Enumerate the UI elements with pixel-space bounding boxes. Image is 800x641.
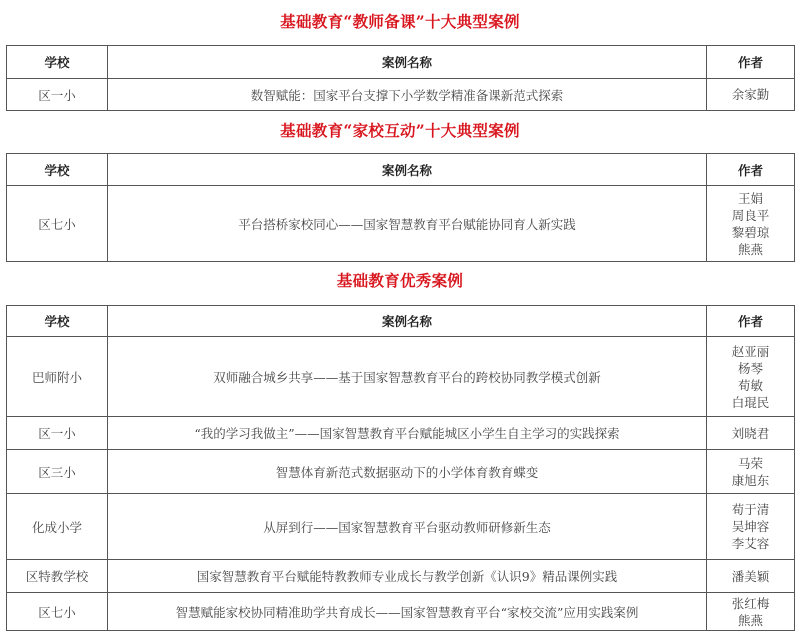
cell-school: 巴师附小: [7, 337, 108, 417]
author-name: 荀于清: [731, 502, 770, 517]
cell-author: [707, 560, 795, 593]
section-teacher-prep: [0, 5, 800, 39]
author-name: 李艾容: [731, 536, 770, 551]
section-excellent: [0, 264, 800, 298]
author-name: 荀敏: [737, 377, 763, 393]
author-name: 潘美颖: [731, 568, 770, 584]
cell-case-name: 平台搭桥家校同心——国家智慧教育平台赋能协同育人新实践: [108, 186, 707, 262]
header-row: [7, 154, 795, 186]
author-name: 杨琴: [737, 360, 763, 376]
cell-author: [707, 494, 795, 560]
header-row: [7, 46, 795, 79]
author-name: 白琨民: [731, 394, 770, 410]
table-home-school: [6, 153, 795, 262]
cell-school: 区七小: [7, 186, 108, 262]
cell-case-name: 双师融合城乡共享——基于国家智慧教育平台的跨校协同教学模式创新: [108, 337, 707, 417]
cell-author: [707, 186, 795, 262]
section-title: 基础教育优秀案例: [336, 271, 464, 290]
header-author: 作者: [707, 306, 795, 337]
header-row: [7, 306, 795, 337]
cell-author: [707, 337, 795, 417]
cell-case-name: 智慧赋能家校协同精准助学共育成长——国家智慧教育平台“家校交流”应用实践案例: [108, 593, 707, 631]
cell-school: 区三小: [7, 450, 108, 494]
header-case-name: 案例名称: [108, 306, 707, 337]
cell-school: 区一小: [7, 79, 108, 111]
author-name: 余家勤: [731, 87, 770, 102]
table-row: [7, 417, 795, 450]
table-row: [7, 79, 795, 111]
author-name: 张红梅: [731, 595, 770, 611]
header-author: 作者: [707, 46, 795, 79]
header-case-name: 案例名称: [108, 154, 707, 186]
author-name: 吴坤容: [731, 519, 770, 534]
author-name: 王娟: [737, 190, 763, 206]
table-row: [7, 560, 795, 593]
cell-author: [707, 593, 795, 631]
author-name: 熊燕: [737, 241, 763, 257]
author-name: 康旭东: [731, 472, 770, 488]
table-row: [7, 450, 795, 494]
author-name: 周良平: [731, 207, 770, 223]
section-title: 基础教育“教师备课”十大典型案例: [280, 12, 520, 31]
author-name: 黎碧琼: [731, 224, 770, 240]
cell-case-name: 国家智慧教育平台赋能特教教师专业成长与教学创新《认识9》精品课例实践: [108, 560, 707, 593]
header-case-name: 案例名称: [108, 46, 707, 79]
cell-author: [707, 417, 795, 450]
section-home-school: [0, 114, 800, 148]
header-school: 学校: [7, 154, 108, 186]
table-row: [7, 494, 795, 560]
header-author: 作者: [707, 154, 795, 186]
table-row: [7, 593, 795, 631]
section-title: 基础教育“家校互动”十大典型案例: [280, 121, 520, 140]
cell-case-name: 从屏到行——国家智慧教育平台驱动教师研修新生态: [108, 494, 707, 560]
cell-school: 区一小: [7, 417, 108, 450]
author-name: 马荣: [737, 455, 763, 471]
cell-case-name: “我的学习我做主”——国家智慧教育平台赋能城区小学生自主学习的实践探索: [108, 417, 707, 450]
cell-case-name: 数智赋能：国家平台支撑下小学数学精准备课新范式探索: [108, 79, 707, 111]
header-school: 学校: [7, 46, 108, 79]
author-name: 赵亚丽: [731, 343, 770, 359]
cell-school: 化成小学: [7, 494, 108, 560]
cell-author: [707, 450, 795, 494]
cell-school: 区七小: [7, 593, 108, 631]
table-excellent: [6, 305, 795, 631]
cell-author: [707, 79, 795, 111]
table-row: [7, 337, 795, 417]
author-name: 刘晓君: [731, 425, 770, 441]
header-school: 学校: [7, 306, 108, 337]
table-row: [7, 186, 795, 262]
cell-school: 区特教学校: [7, 560, 108, 593]
cell-case-name: 智慧体育新范式数据驱动下的小学体育教育蝶变: [108, 450, 707, 494]
table-teacher-prep: [6, 45, 795, 111]
author-name: 熊燕: [737, 612, 763, 628]
